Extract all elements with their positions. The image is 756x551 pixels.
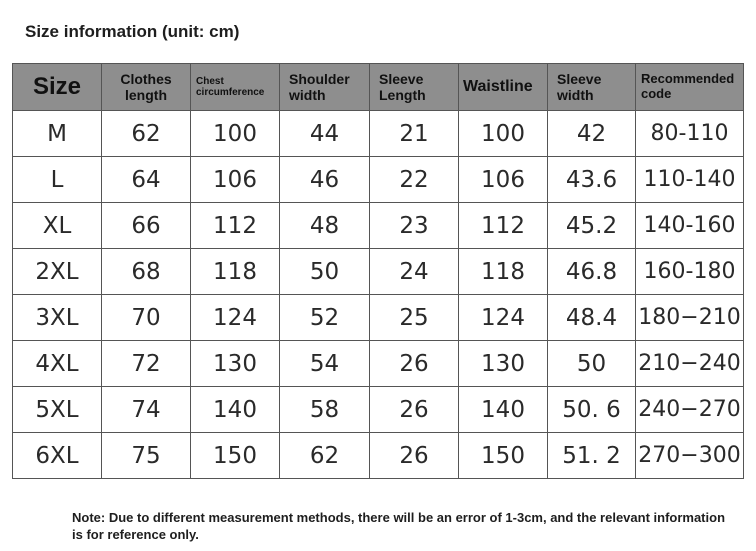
table-row — [13, 341, 744, 387]
header-shoulder-line2: width — [289, 87, 326, 103]
cell-chest: 124 — [191, 295, 280, 341]
table-row — [13, 157, 744, 203]
cell-recommended-code: 180−210 — [636, 295, 744, 341]
cell-size: 5XL — [13, 387, 102, 433]
cell-sleeve-width: 48.4 — [548, 295, 636, 341]
cell-recommended-code: 270−300 — [636, 433, 744, 479]
header-recommended-code — [636, 64, 744, 111]
cell-waistline: 112 — [459, 203, 548, 249]
cell-sleeve-length: 26 — [370, 341, 459, 387]
page-title: Size information (unit: cm) — [25, 22, 240, 41]
header-shoulder-width — [280, 64, 370, 111]
cell-clothes-length: 64 — [102, 157, 191, 203]
table-row — [13, 295, 744, 341]
cell-shoulder: 62 — [280, 433, 370, 479]
cell-shoulder: 58 — [280, 387, 370, 433]
cell-chest: 112 — [191, 203, 280, 249]
cell-waistline: 100 — [459, 111, 548, 157]
cell-shoulder: 46 — [280, 157, 370, 203]
header-chest-line1: Chest — [196, 75, 224, 87]
header-sleeve-length-line1: Sleeve — [379, 70, 424, 87]
cell-clothes-length: 62 — [102, 111, 191, 157]
table-row — [13, 249, 744, 295]
header-sleeve-length-line2: Length — [379, 87, 426, 103]
cell-waistline: 124 — [459, 295, 548, 341]
cell-chest: 140 — [191, 387, 280, 433]
cell-sleeve-length: 22 — [370, 157, 459, 203]
table-header-row — [13, 64, 744, 111]
cell-sleeve-width: 51. 2 — [548, 433, 636, 479]
header-chest-line2: circumference — [196, 87, 265, 98]
cell-clothes-length: 74 — [102, 387, 191, 433]
cell-sleeve-width: 43.6 — [548, 157, 636, 203]
cell-size: M — [13, 111, 102, 157]
cell-size: L — [13, 157, 102, 203]
cell-sleeve-length: 25 — [370, 295, 459, 341]
cell-chest: 150 — [191, 433, 280, 479]
cell-clothes-length: 66 — [102, 203, 191, 249]
cell-recommended-code: 80-110 — [636, 111, 744, 157]
cell-recommended-code: 140-160 — [636, 203, 744, 249]
header-recommended-line1: Recommended — [641, 71, 735, 87]
cell-size: 3XL — [13, 295, 102, 341]
cell-recommended-code: 110-140 — [636, 157, 744, 203]
cell-recommended-code: 240−270 — [636, 387, 744, 433]
cell-recommended-code: 160-180 — [636, 249, 744, 295]
cell-sleeve-width: 42 — [548, 111, 636, 157]
cell-sleeve-length: 23 — [370, 203, 459, 249]
cell-waistline: 140 — [459, 387, 548, 433]
header-sleeve-width-line2: width — [557, 87, 594, 103]
cell-chest: 100 — [191, 111, 280, 157]
header-waistline: Waistline — [459, 64, 548, 111]
cell-shoulder: 48 — [280, 203, 370, 249]
cell-sleeve-length: 26 — [370, 433, 459, 479]
cell-sleeve-length: 21 — [370, 111, 459, 157]
header-clothes-length — [102, 64, 191, 111]
cell-chest: 130 — [191, 341, 280, 387]
cell-sleeve-width: 50 — [548, 341, 636, 387]
header-recommended-line2: code — [641, 86, 672, 101]
header-sleeve-length — [370, 64, 459, 111]
cell-recommended-code: 210−240 — [636, 341, 744, 387]
cell-clothes-length: 68 — [102, 249, 191, 295]
cell-size: 4XL — [13, 341, 102, 387]
cell-size: 6XL — [13, 433, 102, 479]
measurement-note: Note: Due to different measurement methods, there will be an error of 1-3cm, and the relevant information is for reference only. — [72, 510, 726, 542]
header-shoulder-line1: Shoulder — [289, 70, 350, 87]
cell-sleeve-length: 24 — [370, 249, 459, 295]
header-size: Size — [13, 64, 102, 111]
size-chart-table — [12, 63, 744, 479]
cell-size: 2XL — [13, 249, 102, 295]
cell-waistline: 130 — [459, 341, 548, 387]
cell-clothes-length: 72 — [102, 341, 191, 387]
cell-chest: 106 — [191, 157, 280, 203]
table-row — [13, 387, 744, 433]
cell-sleeve-width: 46.8 — [548, 249, 636, 295]
header-clothes-length-line1: Clothes — [120, 70, 172, 87]
cell-clothes-length: 75 — [102, 433, 191, 479]
cell-sleeve-width: 45.2 — [548, 203, 636, 249]
cell-clothes-length: 70 — [102, 295, 191, 341]
table-row — [13, 433, 744, 479]
header-chest-circumference — [191, 64, 280, 111]
table-row — [13, 203, 744, 249]
cell-shoulder: 52 — [280, 295, 370, 341]
cell-chest: 118 — [191, 249, 280, 295]
cell-sleeve-length: 26 — [370, 387, 459, 433]
header-clothes-length-line2: length — [125, 87, 167, 103]
cell-sleeve-width: 50. 6 — [548, 387, 636, 433]
cell-waistline: 106 — [459, 157, 548, 203]
cell-waistline: 118 — [459, 249, 548, 295]
cell-size: XL — [13, 203, 102, 249]
cell-waistline: 150 — [459, 433, 548, 479]
header-sleeve-width — [548, 64, 636, 111]
header-sleeve-width-line1: Sleeve — [557, 70, 602, 87]
cell-shoulder: 50 — [280, 249, 370, 295]
cell-shoulder: 54 — [280, 341, 370, 387]
table-row — [13, 111, 744, 157]
cell-shoulder: 44 — [280, 111, 370, 157]
